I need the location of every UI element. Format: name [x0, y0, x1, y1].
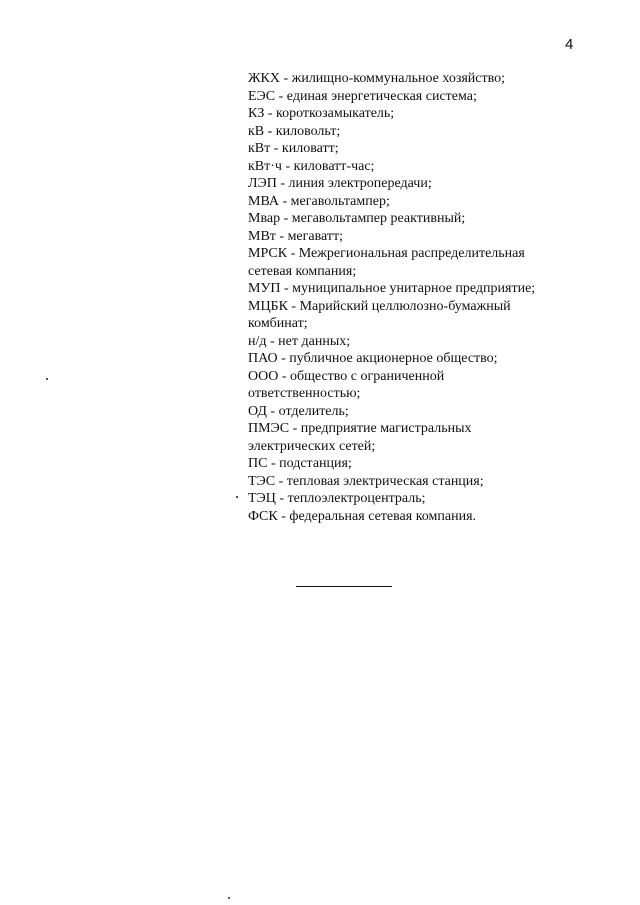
abbreviation-item: ЛЭП - линия электропередачи; — [248, 176, 432, 191]
abbreviation-item: МРСК - Межрегиональная распределительная сетевая компания; — [248, 246, 525, 279]
abbreviation-item: МЦБК - Марийский целлюлозно-бумажный комбинат; — [248, 298, 511, 331]
abbreviation-item: ПМЭС - предприятие магистральных электрических сетей; — [248, 421, 472, 454]
abbreviation-item: Мвар - мегавольтампер реактивный; — [248, 211, 466, 226]
abbreviation-item: кВт·ч - киловатт-час; — [248, 158, 375, 174]
abbreviation-item: н/д - нет данных; — [248, 333, 351, 349]
abbreviation-item: ПС - подстанция; — [248, 456, 352, 471]
abbreviation-item: ПАО - публичное акционерное общество; — [248, 351, 498, 366]
scan-speck — [228, 897, 230, 899]
page-number: 4 — [565, 36, 574, 53]
abbreviation-list — [248, 70, 588, 525]
abbreviation-item: МУП - муниципальное унитарное предприятие; — [248, 281, 536, 296]
abbreviation-item: ООО - общество с ограниченной ответственностью; — [248, 368, 445, 401]
abbreviation-item: ЕЭС - единая энергетическая система; — [248, 88, 477, 104]
abbreviation-item: ТЭЦ - теплоэлектроцентраль; — [248, 491, 426, 506]
abbreviation-item: ОД - отделитель; — [248, 403, 349, 419]
scan-speck — [236, 496, 238, 498]
end-divider — [296, 586, 392, 587]
scan-speck — [46, 378, 48, 380]
abbreviation-item: МВт - мегаватт; — [248, 228, 343, 244]
abbreviation-item: ЖКХ - жилищно-коммунальное хозяйство; — [248, 71, 506, 86]
abbreviation-item: кВт - киловатт; — [248, 141, 339, 156]
abbreviation-item: ТЭС - тепловая электрическая станция; — [248, 473, 484, 489]
abbreviation-item: МВА - мегавольтампер; — [248, 193, 390, 209]
abbreviation-item: кВ - киловольт; — [248, 123, 341, 139]
abbreviation-item: ФСК - федеральная сетевая компания. — [248, 508, 477, 524]
abbreviation-item: КЗ - короткозамыкатель; — [248, 106, 395, 121]
